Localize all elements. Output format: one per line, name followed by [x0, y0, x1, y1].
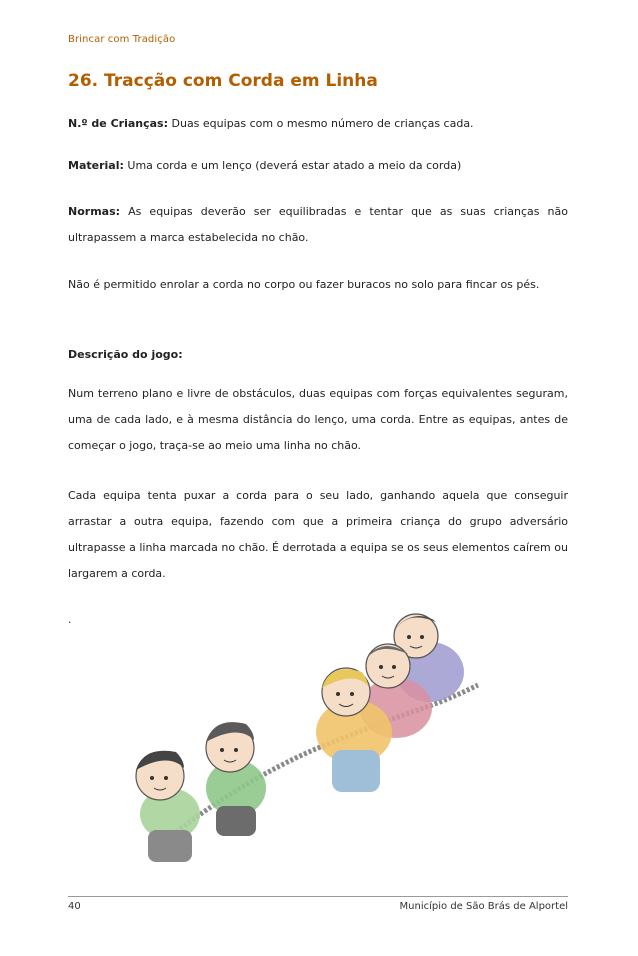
paragraph-description-2: Cada equipa tenta puxar a corda para o seu lado, ganhando aquela que conseguir arrastar a outra equipa, fazendo com que a primeira criança do grupo adversário ultrapasse a linha marcada no chão. É derrotada a equipa se os seus elementos caírem ou largarem a corda.	[68, 489, 568, 580]
child-left-front	[136, 751, 200, 862]
material-label: Material:	[68, 159, 124, 172]
footer-municipality: Município de São Brás de Alportel	[399, 901, 568, 912]
running-header: Brincar com Tradição	[68, 34, 176, 45]
material-text: Uma corda e um lenço (deverá estar atado a meio da corda)	[127, 159, 462, 172]
tug-of-war-illustration	[118, 600, 558, 870]
stray-dot: .	[68, 613, 72, 626]
description-heading-text: Descrição do jogo:	[68, 348, 183, 361]
paragraph-rules-extra: Não é permitido enrolar a corda no corpo ou fazer buracos no solo para fincar os pés.	[68, 278, 540, 291]
paragraph-rules	[68, 199, 568, 251]
rules-label: Normas:	[68, 205, 121, 218]
rules-text: As equipas deverão ser equilibradas e tentar que as suas crianças não ultrapassem a marca estabelecida no chão.	[68, 205, 569, 244]
children-count-text: Duas equipas com o mesmo número de crianças cada.	[171, 117, 474, 130]
page-number: 40	[68, 901, 81, 912]
paragraph-material	[68, 153, 568, 179]
paragraph-children-count	[68, 111, 568, 137]
description-heading	[68, 342, 568, 368]
children-count-label: N.º de Crianças:	[68, 117, 168, 130]
paragraph-description-1: Num terreno plano e livre de obstáculos, duas equipas com forças equivalentes seguram, uma de cada lado, e à mesma distância do lenço, uma corda. Entre as equipas, antes de começar o jogo, traça-se ao meio uma linha no chão.	[68, 387, 568, 452]
child-left-back	[206, 722, 266, 836]
section-title: 26. Tracção com Corda em Linha	[68, 71, 378, 91]
footer-divider	[68, 896, 568, 897]
